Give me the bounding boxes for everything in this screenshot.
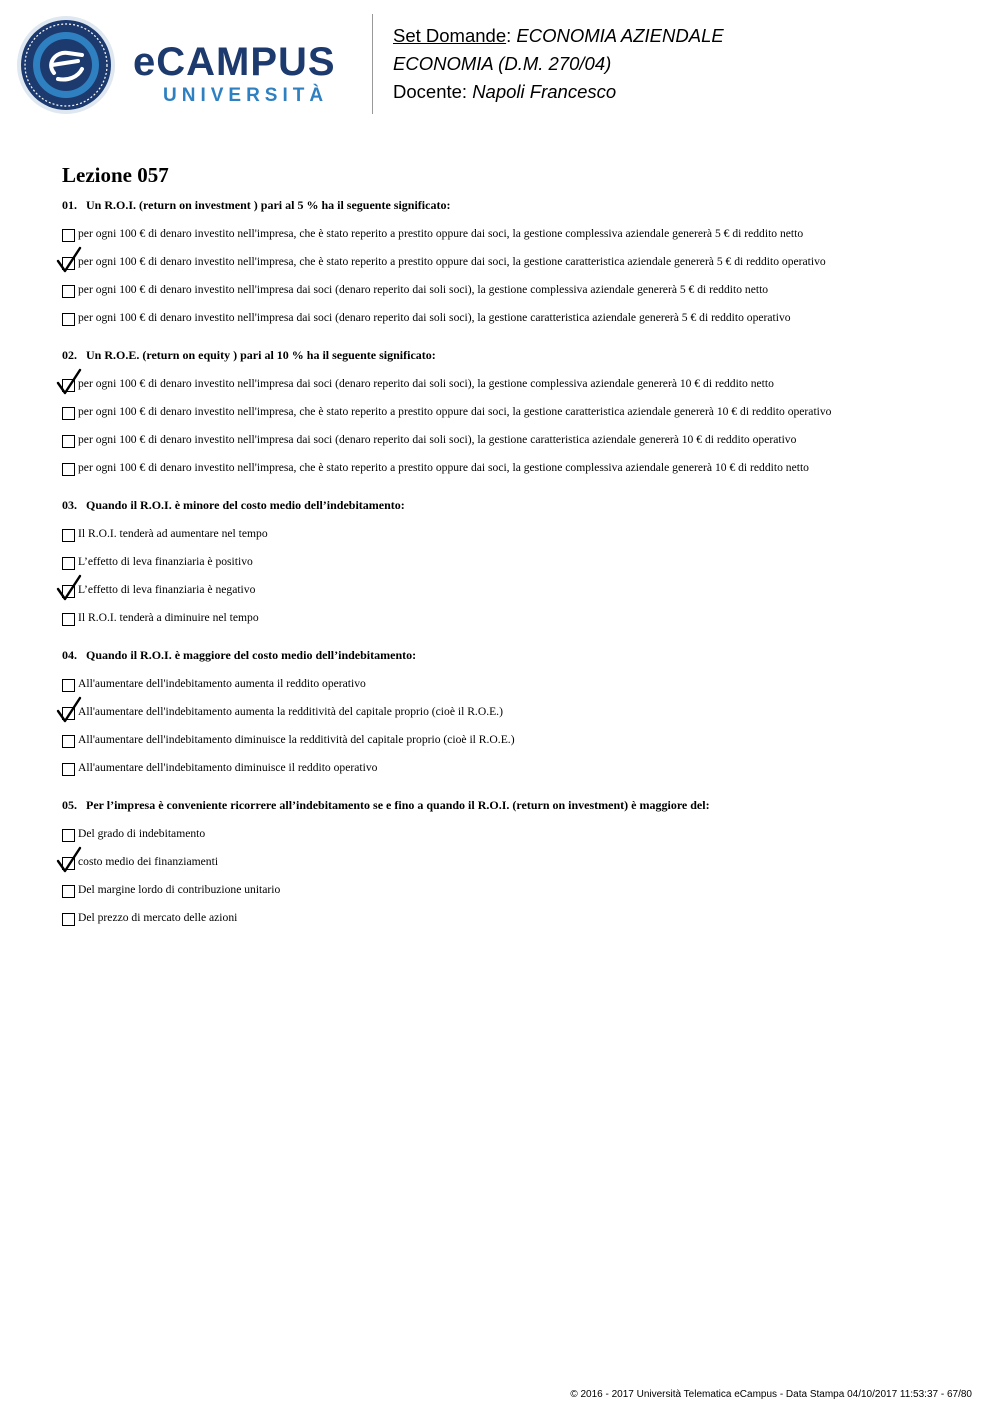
answer-option[interactable] — [62, 876, 982, 904]
question-prompt: Un R.O.I. (return on investment ) pari al 5 % ha il seguente significato: — [86, 198, 451, 212]
option-label: per ogni 100 € di denaro investito nell'impresa dai soci (denaro reperito dai soli soci), la gestione caratteristica aziendale genererà 5 € di reddito operativo — [78, 311, 791, 324]
university-seal-logo — [16, 15, 116, 115]
option-label: All'aumentare dell'indebitamento diminuisce il reddito operativo — [78, 761, 378, 774]
answer-option[interactable] — [62, 304, 982, 332]
answer-option[interactable] — [62, 520, 982, 548]
question-prompt: Quando il R.O.I. è minore del costo medio dell’indebitamento: — [86, 498, 405, 512]
checkbox[interactable] — [62, 557, 75, 570]
subject-name: ECONOMIA AZIENDALE — [516, 25, 724, 46]
checkbox[interactable] — [62, 829, 75, 842]
answer-option[interactable] — [62, 820, 982, 848]
checkbox[interactable] — [62, 229, 75, 242]
question-block — [62, 346, 982, 482]
answer-option[interactable] — [62, 220, 982, 248]
lesson-title: Lezione 057 — [62, 163, 169, 187]
option-label: L’effetto di leva finanziaria è positivo — [78, 555, 253, 568]
question-number: 04. — [62, 648, 77, 662]
answer-option[interactable] — [62, 454, 982, 482]
question-number: 03. — [62, 498, 77, 512]
question-block — [62, 646, 982, 782]
checkbox[interactable] — [62, 913, 75, 926]
page-header — [0, 0, 1000, 130]
answer-option[interactable] — [62, 548, 982, 576]
option-label: Del grado di indebitamento — [78, 827, 206, 840]
question-number: 02. — [62, 348, 77, 362]
option-label: per ogni 100 € di denaro investito nell'impresa, che è stato reperito a prestito oppure dai soci, la gestione complessiva aziendale genererà 10 € di reddito netto — [78, 461, 809, 474]
checkbox[interactable] — [62, 463, 75, 476]
answer-option[interactable] — [62, 670, 982, 698]
question-text — [62, 346, 982, 364]
option-label: L’effetto di leva finanziaria è negativo — [78, 583, 256, 596]
checkbox[interactable] — [62, 407, 75, 420]
ecampus-wordmark — [133, 42, 358, 107]
answer-option[interactable] — [62, 904, 982, 932]
option-label: Il R.O.I. tenderà a diminuire nel tempo — [78, 611, 259, 624]
answer-option[interactable] — [62, 248, 982, 276]
answer-option[interactable] — [62, 604, 982, 632]
checkbox[interactable] — [62, 763, 75, 776]
checkbox[interactable] — [62, 379, 75, 392]
option-label: per ogni 100 € di denaro investito nell'impresa dai soci (denaro reperito dai soli soci), la gestione complessiva aziendale genererà 10 € di reddito netto — [78, 377, 774, 390]
teacher-label: Docente — [393, 81, 462, 102]
question-set — [62, 160, 982, 946]
answer-option[interactable] — [62, 276, 982, 304]
header-info — [393, 22, 724, 106]
answer-option[interactable] — [62, 726, 982, 754]
question-prompt: Per l’impresa è conveniente ricorrere all’indebitamento se e fino a quando il R.O.I. (return on investment) è maggiore del: — [86, 798, 710, 812]
question-text — [62, 646, 982, 664]
answer-option[interactable] — [62, 576, 982, 604]
question-text — [62, 496, 982, 514]
header-line-subject: Set Domande: ECONOMIA AZIENDALE — [393, 25, 724, 46]
question-prompt: Un R.O.E. (return on equity ) pari al 10 % ha il seguente significato: — [86, 348, 436, 362]
checkbox[interactable] — [62, 313, 75, 326]
option-label: costo medio dei finanziamenti — [78, 855, 219, 868]
header-divider — [372, 14, 373, 114]
option-label: All'aumentare dell'indebitamento aumenta la redditività del capitale proprio (cioè il R.O.E.) — [78, 705, 503, 718]
option-label: Del margine lordo di contribuzione unitario — [78, 883, 281, 896]
header-line-teacher: Docente: Napoli Francesco — [393, 81, 617, 102]
option-label: All'aumentare dell'indebitamento aumenta il reddito operativo — [78, 677, 366, 690]
teacher-name: Napoli Francesco — [472, 81, 617, 102]
option-label: All'aumentare dell'indebitamento diminuisce la redditività del capitale proprio (cioè il R.O.E.) — [78, 733, 515, 746]
answer-option[interactable] — [62, 848, 982, 876]
question-text — [62, 796, 982, 814]
checkbox[interactable] — [62, 585, 75, 598]
wordmark-universita: UNIVERSITÀ — [163, 85, 329, 106]
wordmark-ecampus: eCAMPUS — [133, 40, 336, 84]
checkbox[interactable] — [62, 885, 75, 898]
option-label: Il R.O.I. tenderà ad aumentare nel tempo — [78, 527, 268, 540]
answer-option[interactable] — [62, 426, 982, 454]
answer-option[interactable] — [62, 754, 982, 782]
option-label: per ogni 100 € di denaro investito nell'impresa dai soci (denaro reperito dai soli soci), la gestione caratteristica aziendale genererà 10 € di reddito operativo — [78, 433, 797, 446]
page-footer: © 2016 - 2017 Università Telematica eCampus - Data Stampa 04/10/2017 11:53:37 - 67/80 — [570, 1389, 972, 1400]
checkbox[interactable] — [62, 257, 75, 270]
answer-option[interactable] — [62, 370, 982, 398]
checkbox[interactable] — [62, 613, 75, 626]
answer-option[interactable] — [62, 398, 982, 426]
checkbox[interactable] — [62, 857, 75, 870]
checkbox[interactable] — [62, 529, 75, 542]
question-number: 01. — [62, 198, 77, 212]
option-label: per ogni 100 € di denaro investito nell'impresa, che è stato reperito a prestito oppure dai soci, la gestione complessiva aziendale genererà 5 € di reddito netto — [78, 227, 804, 240]
question-text — [62, 196, 982, 214]
checkbox[interactable] — [62, 679, 75, 692]
question-prompt: Quando il R.O.I. è maggiore del costo medio dell’indebitamento: — [86, 648, 417, 662]
checkbox[interactable] — [62, 707, 75, 720]
checkbox[interactable] — [62, 285, 75, 298]
question-list — [62, 196, 982, 932]
answer-option[interactable] — [62, 698, 982, 726]
question-number: 05. — [62, 798, 77, 812]
option-label: per ogni 100 € di denaro investito nell'impresa, che è stato reperito a prestito oppure dai soci, la gestione caratteristica aziendale genererà 10 € di reddito operativo — [78, 405, 832, 418]
checkbox[interactable] — [62, 435, 75, 448]
option-label: per ogni 100 € di denaro investito nell'impresa dai soci (denaro reperito dai soli soci), la gestione complessiva aziendale genererà 5 € di reddito netto — [78, 283, 769, 296]
question-block — [62, 496, 982, 632]
set-label: Set Domande — [393, 25, 507, 46]
course-name: ECONOMIA (D.M. 270/04) — [393, 53, 612, 74]
option-label: Del prezzo di mercato delle azioni — [78, 911, 238, 924]
checkbox[interactable] — [62, 735, 75, 748]
question-block — [62, 796, 982, 932]
header-line-course — [393, 50, 724, 78]
option-label: per ogni 100 € di denaro investito nell'impresa, che è stato reperito a prestito oppure dai soci, la gestione caratteristica aziendale genererà 5 € di reddito operativo — [78, 255, 826, 268]
question-block — [62, 196, 982, 332]
